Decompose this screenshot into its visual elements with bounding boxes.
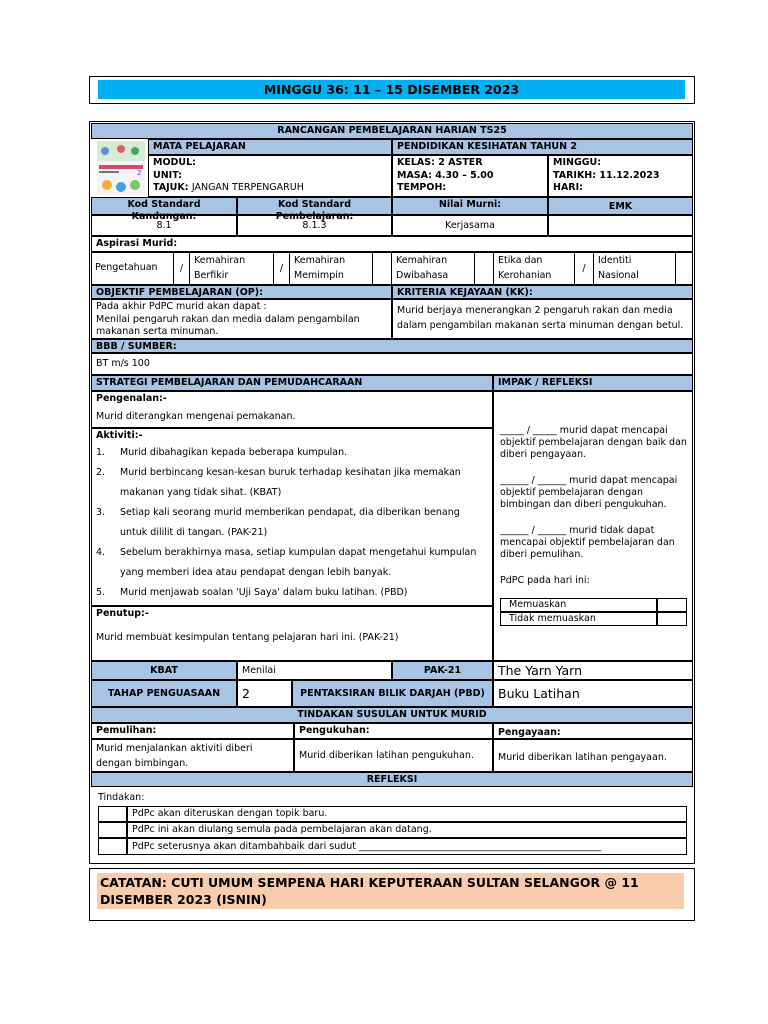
penutup-label: Penutup:- — [96, 608, 149, 619]
unit-label: UNIT: — [153, 169, 182, 181]
tempoh: TEMPOH: — [397, 182, 447, 193]
aspirasi-mark: / — [173, 252, 190, 285]
penutup-text: Murid membuat kesimpulan tentang pelajaran hari ini. (PAK-21) — [96, 632, 399, 643]
aspirasi-mark: / — [273, 252, 290, 285]
kelas-cell — [392, 155, 548, 197]
pengenalan-text: Murid diterangkan mengenai pemakanan. — [96, 411, 296, 422]
pengayaan-label: Pengayaan: — [493, 723, 693, 739]
nilai-label: Nilai Murni: — [392, 197, 548, 215]
impak-item: ______ / ______ murid tidak dapat mencapai objektif pembelajaran dan diberi pemulihan. — [500, 525, 675, 560]
tindakan-susulan-title: TINDAKAN SUSULAN UNTUK MURID — [91, 707, 693, 723]
pengukuhan-label: Pengukuhan: — [294, 723, 493, 739]
pengukuhan-text: Murid diberikan latihan pengukuhan. — [294, 739, 493, 772]
pdpc-option: Tidak memuaskan — [500, 612, 657, 626]
kbat-label: KBAT — [91, 661, 237, 680]
masa: MASA: 4.30 – 5.00 — [397, 169, 494, 181]
modul-label: MODUL: — [153, 157, 196, 168]
aspirasi-mark: / — [574, 252, 594, 285]
week-title: MINGGU 36: 11 – 15 DISEMBER 2023 — [98, 80, 685, 99]
aspirasi-item-label: Kemahiran Dwibahasa — [396, 255, 449, 281]
aspirasi-item-label: Kemahiran Memimpin — [294, 255, 346, 281]
aktiviti-list — [96, 443, 488, 603]
aspirasi-label: Aspirasi Murid: — [91, 236, 693, 252]
tindakan-label: Tindakan: — [98, 792, 145, 803]
kk-text: Murid berjaya menerangkan 2 pengaruh rakan dan media dalam pengambilan makanan serta minuman dengan betul. — [392, 299, 693, 339]
refleksi-label: REFLEKSI — [91, 772, 693, 787]
bbb-text: BT m/s 100 — [91, 353, 693, 375]
aspirasi-item-label: Identiti Nasional — [598, 255, 639, 281]
aktiviti-cell — [91, 428, 493, 606]
impak-item: ______ / ______ murid dapat mencapai objektif pembelajaran dengan bimbingan dan diberi pengukuhan. — [500, 475, 678, 510]
pembelajaran-value: 8.1.3 — [237, 215, 392, 236]
pak-label: PAK-21 — [392, 661, 493, 680]
pbd-label: PENTAKSIRAN BILIK DARJAH (PBD) — [292, 680, 493, 707]
pdpc-checkbox[interactable] — [657, 612, 687, 626]
aspirasi-item-label: Etika dan Kerohanian — [498, 255, 552, 281]
tahap-label: TAHAP PENGUASAAN — [91, 680, 237, 707]
kandungan-label: Kod Standard Kandungan: — [91, 197, 237, 215]
textbook-cover-image — [97, 141, 145, 195]
tahap-value: 2 — [237, 680, 292, 707]
aspirasi-mark — [675, 252, 693, 285]
hari: HARI: — [553, 182, 583, 193]
tindakan-checkbox[interactable] — [98, 822, 127, 838]
list-item: 2. Murid berbincang kesan-kesan buruk terhadap kesihatan jika memakan makanan yang tidak sihat. (KBAT) — [96, 467, 461, 498]
aspirasi-mark — [474, 252, 494, 285]
kandungan-value: 8.1 — [91, 215, 237, 236]
aspirasi-mark — [372, 252, 392, 285]
minggu: MINGGU: — [553, 157, 602, 168]
minggu-cell — [548, 155, 693, 197]
pembelajaran-label: Kod Standard Pembelajaran: — [237, 197, 392, 215]
emk-label: EMK — [548, 197, 693, 215]
tindakan-checkbox[interactable] — [98, 806, 127, 822]
kbat-value: Menilai — [237, 661, 392, 680]
pdpc-label: PdPC pada hari ini: — [500, 575, 590, 586]
nilai-value: Kerjasama — [392, 215, 548, 236]
pengenalan-label: Pengenalan:- — [96, 393, 167, 404]
tarikh: TARIKH: 11.12.2023 — [553, 169, 660, 181]
subject-value: PENDIDIKAN KESIHATAN TAHUN 2 — [392, 139, 693, 155]
pak-value: The Yarn Yarn — [493, 661, 693, 680]
catatan-text: CATATAN: CUTI UMUM SEMPENA HARI KEPUTERAAN SULTAN SELANGOR @ 11 DISEMBER 2023 (ISNIN) — [97, 873, 684, 909]
op-text-2: Menilai pengaruh rakan dan media dalam pengambilan makanan serta minuman. — [96, 313, 360, 337]
op-text-1: Pada akhir PdPC murid akan dapat : — [96, 301, 267, 312]
list-item: 1. Murid dibahagikan kepada beberapa kumpulan. — [96, 447, 348, 458]
penutup-cell — [91, 606, 493, 661]
list-item: 4. Sebelum berakhirnya masa, setiap kumpulan dapat mengetahui kumpulan yang memberi idea atau pendapat dengan lebih banyak. — [96, 547, 477, 578]
emk-value — [548, 215, 693, 236]
form-title: RANCANGAN PEMBELAJARAN HARIAN TS25 — [91, 123, 693, 139]
pengayaan-text: Murid diberikan latihan pengayaan. — [493, 739, 693, 772]
op-text-cell — [91, 299, 392, 339]
kk-label: KRITERIA KEJAYAAN (KK): — [392, 285, 693, 299]
pengenalan-cell — [91, 391, 493, 428]
bbb-label: BBB / SUMBER: — [91, 339, 693, 353]
aktiviti-label: Aktiviti:- — [96, 430, 143, 441]
tindakan-item: PdPc akan diteruskan dengan topik baru. — [127, 806, 687, 822]
list-item: 5. Murid menjawab soalan 'Uji Saya' dalam buku latihan. (PBD) — [96, 587, 408, 598]
pdpc-checkbox[interactable] — [657, 598, 687, 612]
pdpc-option: Memuaskan — [500, 598, 657, 612]
tindakan-checkbox[interactable] — [98, 838, 127, 855]
subject-label: MATA PELAJARAN — [148, 139, 392, 155]
op-label: OBJEKTIF PEMBELAJARAN (OP): — [91, 285, 392, 299]
impak-item: _____ / _____ murid dapat mencapai objektif pembelajaran dengan baik dan diberi pengayaan. — [500, 425, 687, 460]
aspirasi-item-label: Pengetahuan — [95, 262, 158, 273]
pbd-value: Buku Latihan — [493, 680, 693, 707]
tindakan-item: PdPc seterusnya akan ditambahbaik dari sudut ___________________________________________________ — [127, 838, 687, 855]
list-item: 3. Setiap kali seorang murid memberikan pendapat, dia diberikan benang untuk dililit di tangan. (PAK-21) — [96, 507, 460, 538]
tajuk-label: TAJUK: — [153, 182, 189, 193]
tindakan-item: PdPc ini akan diulang semula pada pembelajaran akan datang. — [127, 822, 687, 838]
pemulihan-label: Pemulihan: — [91, 723, 294, 739]
impak-label: IMPAK / REFLEKSI — [493, 375, 693, 391]
svg-text:2: 2 — [137, 169, 142, 177]
kelas: KELAS: 2 ASTER — [397, 157, 483, 168]
modul-unit-tajuk-cell — [148, 155, 392, 197]
pemulihan-text: Murid menjalankan aktiviti diberi dengan bimbingan. — [91, 739, 294, 772]
tajuk-value: JANGAN TERPENGARUH — [191, 182, 304, 193]
strategi-label: STRATEGI PEMBELAJARAN DAN PEMUDAHCARAAN — [91, 375, 493, 391]
aspirasi-item-label: Kemahiran Berfikir — [194, 255, 246, 281]
